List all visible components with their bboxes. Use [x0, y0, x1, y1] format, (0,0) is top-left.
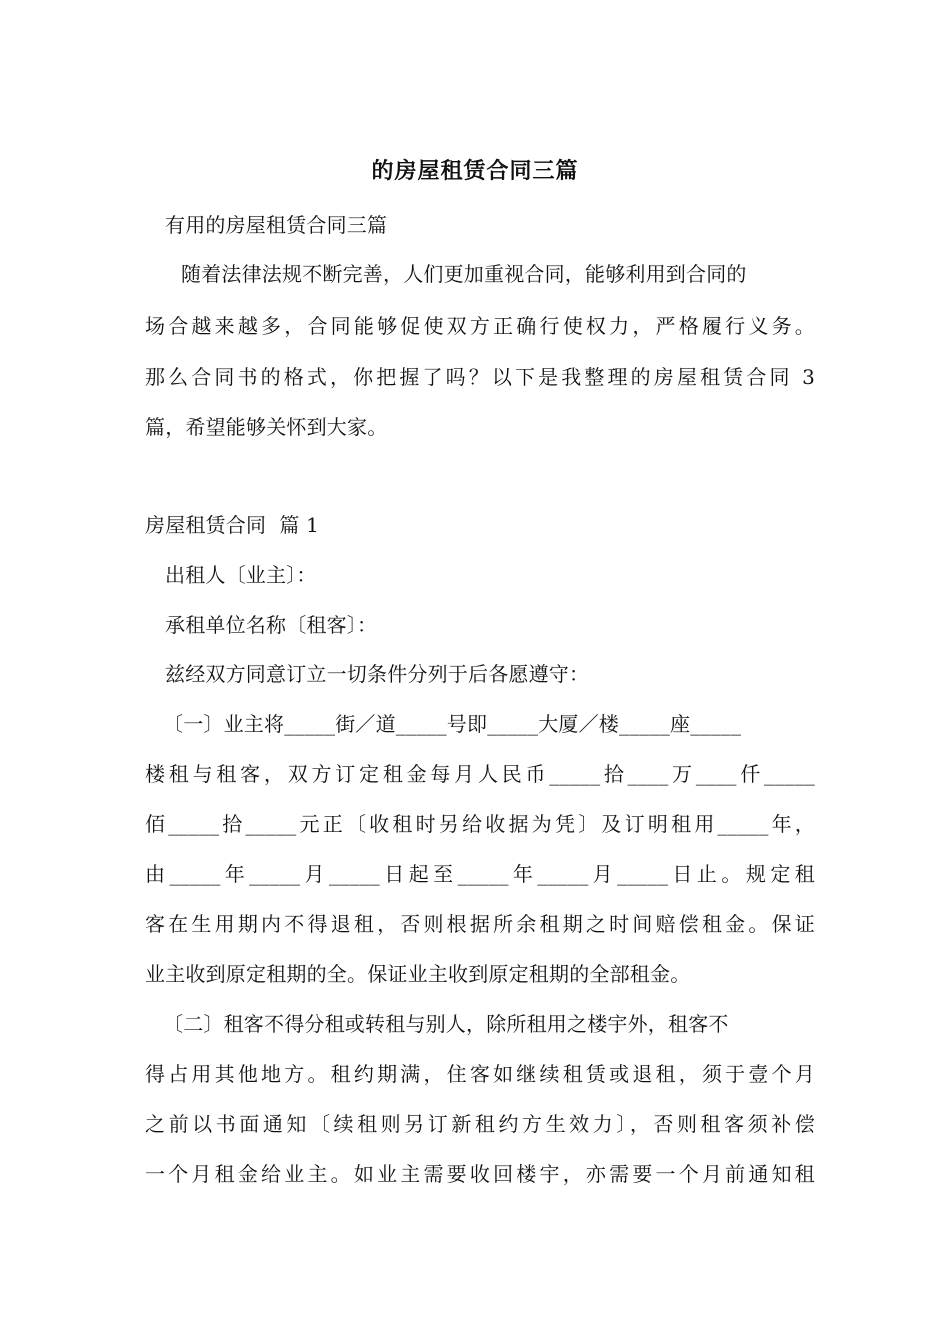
agreement-line: 兹经双方同意订立一切条件分列于后各愿遵守： — [165, 662, 590, 686]
intro-line-4: 篇，希望能够关怀到大家。 — [145, 415, 388, 439]
intro-line-1: 随着法律法规不断完善，人们更加重视合同，能够利用到合同的 — [181, 262, 747, 286]
tenant-line: 承租单位名称〔租客〕： — [165, 613, 378, 637]
subtitle-line: 有用的房屋租赁合同三篇 — [165, 213, 388, 237]
intro-line-2: 场合越来越多，合同能够促使双方正确行使权力，严格履行义务。 — [145, 314, 815, 338]
clause-1-line-3: 佰_____拾_____元正〔收租时另给收据为凭〕及订明租用_____年， — [145, 812, 815, 836]
clause-1-line-2: 楼租与租客，双方订定租金每月人民币_____拾____万____仟_____ — [145, 762, 815, 786]
document-title: 的房屋租赁合同三篇 — [371, 158, 579, 184]
clause-1-line-5: 客在生用期内不得退租，否则根据所余租期之时间赔偿租金。保证 — [145, 912, 815, 936]
clause-2-line-1: 〔二〕租客不得分租或转租与别人，除所租用之楼宇外，租客不 — [163, 1012, 729, 1036]
clause-2-line-4: 一个月租金给业主。如业主需要收回楼宇，亦需要一个月前通知租 — [145, 1162, 815, 1186]
clause-1-line-4: 由_____年_____月_____日起至_____年_____月_____日止。规定租 — [145, 862, 815, 886]
clause-1-line-1: 〔一〕业主将_____街／道_____号即_____大厦／楼_____座_____ — [163, 712, 742, 736]
clause-1-line-6: 业主收到原定租期的全。保证业主收到原定租期的全部租金。 — [145, 962, 691, 986]
section-heading: 房屋租赁合同 篇 1 — [145, 513, 319, 537]
landlord-line: 出租人〔业主〕： — [165, 563, 317, 587]
clause-2-line-3: 之前以书面通知〔续租则另订新租约方生效力〕，否则租客须补偿 — [145, 1112, 815, 1136]
clause-2-line-2: 得占用其他地方。租约期满，住客如继续租赁或退租，须于壹个月 — [145, 1062, 815, 1086]
intro-line-3: 那么合同书的格式，你把握了吗？以下是我整理的房屋租赁合同 3 — [145, 365, 815, 389]
